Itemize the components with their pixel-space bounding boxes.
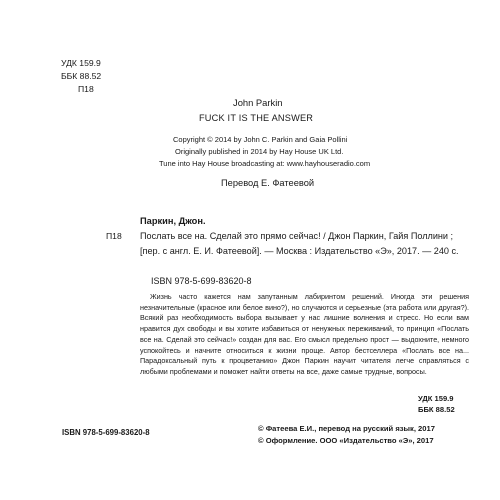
copyright-line-1: Copyright © 2014 by John C. Parkin and Gaia Pollini [173, 135, 348, 144]
author-mark: П18 [78, 84, 94, 94]
footer-isbn: ISBN 978-5-699-83620-8 [62, 428, 150, 437]
original-title: FUCK IT IS THE ANSWER [199, 113, 314, 123]
bbk-code-bottom: ББК 88.52 [418, 405, 455, 414]
udk-code-bottom: УДК 159.9 [418, 394, 454, 403]
udk-code: УДК 159.9 [61, 58, 101, 68]
bbk-code: ББК 88.52 [61, 71, 102, 81]
biblio-description: Послать все на. Сделай это прямо сейчас! / Джон Паркин, Гайя Поллини ; [пер. с англ. Е. И. Фатеевой]. — Москва : Издательство «Э», 2017. — 240 с. [140, 231, 459, 257]
annotation-text: Жизнь часто кажется нам запутанным лабиринтом решений. Иногда эти решения незначительные (красное или белое вино?), но случаются и серьезные (эта работа или другая?). Всякий раз необходимость выбора вызывает у нас лишние волнения и стресс. Но если вам нравится дух свободы и вы хотите избавиться от ненужных переживаний, то принцип «Послать все на. Сделай это сейчас!» создан для вас. Его смысл предельно прост — выдохните, немного успокойтесь и начните относиться к жизни проще. Автор бестселлера «Послать все на... Парадоксальный путь к процветанию» Джон Паркин научит читателя легче справляться с любыми проблемами и поможет найти ответы на все, даже самые трудные, вопросы. [140, 292, 469, 376]
biblio-heading: Паркин, Джон. [140, 216, 206, 226]
copyright-line-3: Tune into Hay House broadcasting at: www.hayhouseradio.com [159, 159, 371, 168]
footer-copyright-design: © Оформление. ООО «Издательство «Э», 2017 [258, 436, 434, 445]
footer-copyright-translation: © Фатеева Е.И., перевод на русский язык, 2017 [258, 424, 435, 433]
biblio-author-mark: П18 [106, 231, 122, 241]
original-author: John Parkin [233, 97, 283, 108]
translator-line: Перевод Е. Фатеевой [221, 178, 315, 188]
biblio-isbn: ISBN 978-5-699-83620-8 [151, 276, 252, 286]
copyright-line-2: Originally published in 2014 by Hay House UK Ltd. [175, 147, 344, 156]
